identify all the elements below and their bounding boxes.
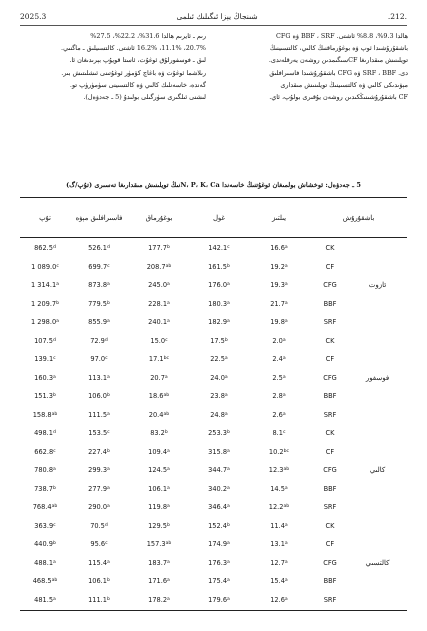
- cell-value: 19.8: [270, 318, 285, 327]
- cell-stem: 142.1 c: [208, 244, 230, 253]
- right-column-text: [222, 30, 408, 103]
- cell-branch: 157.3 ab: [146, 540, 172, 549]
- cell-branch: 18.6 ab: [148, 392, 170, 401]
- cell-fruit: 855.9 a: [88, 318, 110, 327]
- text-line: 20.7%، 11.1%، 16.2% ئاشتى. كالتسىيلىق ـ ماگنىي.: [61, 44, 206, 53]
- cell-value: 2.0: [272, 336, 283, 345]
- table-row: [20, 406, 407, 425]
- cell-stem: 176.0 a: [208, 281, 230, 290]
- cell-value: 228.1: [148, 299, 168, 308]
- cell-value: 95.6: [90, 540, 106, 549]
- cell-value: 340.2: [208, 484, 228, 493]
- cell-value: 18.6: [148, 392, 164, 401]
- cell-value: 10.2: [268, 447, 284, 456]
- cell-total: 440.9 b: [34, 540, 56, 549]
- table-row: [20, 591, 407, 610]
- cell-value: 180.3: [208, 299, 228, 308]
- cell-value: 855.9: [88, 318, 108, 327]
- cell-value: 2.6: [272, 410, 283, 419]
- cell-leaf: 2.0 a: [272, 336, 286, 345]
- cell-value: 2.4: [272, 355, 283, 364]
- cell-fruit: 113.1 a: [88, 373, 110, 382]
- cell-value: 106.0: [88, 392, 107, 401]
- table-row: [20, 572, 407, 591]
- cell-total: 107.5 d: [34, 336, 56, 345]
- table-row: [20, 350, 407, 369]
- cell-leaf: 15.4 a: [270, 577, 288, 586]
- table-rule-mid: [20, 237, 407, 238]
- group-label-potassium: كالىي: [369, 466, 386, 475]
- cell-value: 1 209.7: [30, 299, 57, 308]
- text-line: رىم ـ ئايرىم ھالدا 31.6%، 22.2%، 27.5%: [90, 32, 206, 40]
- cell-fruit: 106.1 b: [88, 577, 110, 586]
- cell-value: 109.4: [148, 447, 168, 456]
- table-row: [20, 258, 407, 277]
- cell-branch: 20.4 ab: [148, 410, 170, 419]
- cell-leaf: 12.7 a: [270, 558, 288, 567]
- cell-management: CFG: [323, 558, 337, 567]
- cell-management: SRF: [323, 595, 337, 604]
- cell-fruit: 526.1 d: [88, 244, 110, 253]
- text-line: ھالدا 9.3%، 8.8% ئاشتى. BBF ، SRF ۋە CFG: [276, 32, 408, 40]
- cell-value: 245.0: [148, 281, 168, 290]
- cell-leaf: 12.2 ab: [268, 503, 290, 512]
- cell-management: BBF: [323, 577, 337, 586]
- cell-total: 151.3 b: [34, 392, 56, 401]
- cell-management: CFG: [323, 466, 337, 475]
- cell-leaf: 13.1 a: [270, 540, 288, 549]
- cell-management: CFG: [323, 281, 337, 290]
- cell-value: 161.5: [208, 262, 227, 271]
- cell-stem: 24.0 a: [210, 373, 228, 382]
- cell-fruit: 72.9 d: [90, 336, 108, 345]
- cell-stem: 346.4 a: [208, 503, 230, 512]
- table-row: [20, 295, 407, 314]
- cell-management: CF: [325, 355, 335, 364]
- cell-value: 178.2: [148, 595, 168, 604]
- cell-stem: 340.2 a: [208, 484, 230, 493]
- cell-value: 299.3: [88, 466, 108, 475]
- cell-total: 158.8 ab: [32, 410, 58, 419]
- cell-value: 346.4: [208, 503, 228, 512]
- cell-stem: 161.5 b: [208, 262, 230, 271]
- cell-value: 488.1: [34, 558, 54, 567]
- cell-management: CFG: [323, 373, 337, 382]
- cell-value: 157.3: [146, 540, 166, 549]
- cell-value: 8.1: [272, 429, 283, 438]
- journal-title: شىنجاڭ يېزا ئىگىلىك ئىلمى: [176, 11, 258, 21]
- cell-value: 119.8: [148, 503, 168, 512]
- header-total: تۇپ: [39, 214, 51, 222]
- cell-total: 160.3 a: [34, 373, 56, 382]
- cell-value: 111.5: [88, 410, 108, 419]
- page-number-left: 2025.3: [20, 11, 47, 21]
- cell-branch: 208.7 ab: [146, 262, 172, 271]
- cell-value: 662.8: [34, 447, 54, 456]
- cell-fruit: 779.5 b: [88, 299, 110, 308]
- page-number-right: .212.: [387, 11, 407, 21]
- cell-value: 12.2: [268, 503, 284, 512]
- cell-value: 498.1: [34, 429, 53, 438]
- cell-management: CF: [325, 540, 335, 549]
- cell-value: 227.4: [88, 447, 107, 456]
- cell-value: 153.5: [88, 429, 108, 438]
- cell-stem: 22.5 a: [210, 355, 228, 364]
- text-line: مېۋىدىكى كالىي ۋە كالتسىينىڭ تويلىنىش مىقدارى: [280, 80, 408, 89]
- cell-value: 16.6: [270, 244, 285, 253]
- cell-leaf: 12.6 a: [270, 595, 288, 604]
- table-row: [20, 276, 407, 295]
- cell-stem: 344.7 a: [208, 466, 230, 475]
- cell-value: 13.1: [270, 540, 285, 549]
- cell-value: 124.5: [148, 466, 168, 475]
- cell-value: 24.0: [210, 373, 225, 382]
- cell-value: 24.8: [210, 410, 225, 419]
- left-column-text: [20, 30, 206, 103]
- header-branch: بوغۇرماق: [145, 214, 173, 222]
- cell-branch: 15.0 c: [150, 336, 168, 345]
- cell-value: 20.7: [150, 373, 165, 382]
- table-row: [20, 239, 407, 258]
- cell-branch: 83.2 b: [150, 429, 168, 438]
- cell-total: 481.5 a: [34, 595, 56, 604]
- cell-value: 315.8: [208, 447, 228, 456]
- cell-value: 19.3: [270, 281, 285, 290]
- cell-leaf: 21.7 a: [270, 299, 288, 308]
- cell-leaf: 14.5 a: [270, 484, 288, 493]
- cell-management: BBF: [323, 484, 337, 493]
- cell-total: 662.8 c: [34, 447, 56, 456]
- cell-stem: 179.6 a: [208, 595, 230, 604]
- group-label-calcium: كالتسىي: [365, 558, 390, 567]
- cell-fruit: 111.5 a: [88, 410, 110, 419]
- cell-value: 738.7: [34, 484, 53, 493]
- cell-fruit: 299.3 a: [88, 466, 110, 475]
- cell-leaf: 19.8 a: [270, 318, 288, 327]
- cell-value: 182.9: [208, 318, 228, 327]
- cell-value: 2.8: [272, 392, 283, 401]
- cell-stem: 17.5 b: [210, 336, 228, 345]
- cell-stem: 175.4 a: [208, 577, 230, 586]
- text-line: دى. SRF ، BBF ۋە CFG باشقۇرۇشىدا فاسىرافلىق: [269, 68, 408, 77]
- cell-fruit: 277.9 a: [88, 484, 110, 493]
- cell-management: CK: [325, 429, 335, 438]
- cell-management: BBF: [323, 299, 337, 308]
- cell-stem: 23.8 a: [210, 392, 228, 401]
- cell-total: 1 298.0 a: [31, 318, 59, 327]
- cell-value: 11.4: [270, 521, 285, 530]
- cell-value: 176.0: [208, 281, 228, 290]
- cell-value: 481.5: [34, 595, 54, 604]
- cell-branch: 228.1 a: [148, 299, 170, 308]
- cell-branch: 124.5 a: [148, 466, 170, 475]
- table-row: [20, 387, 407, 406]
- cell-value: 699.7: [88, 262, 108, 271]
- cell-value: 106.1: [88, 577, 107, 586]
- cell-management: CK: [325, 336, 335, 345]
- cell-value: 253.3: [208, 429, 227, 438]
- table-row: [20, 517, 407, 536]
- cell-total: 488.1 a: [34, 558, 56, 567]
- cell-value: 106.1: [148, 484, 168, 493]
- cell-total: 1 314.1 a: [31, 281, 59, 290]
- cell-branch: 183.7 a: [148, 558, 170, 567]
- cell-branch: 171.6 a: [148, 577, 170, 586]
- cell-value: 779.5: [88, 299, 107, 308]
- cell-value: 21.7: [270, 299, 285, 308]
- header-fruit: فاسىرافلىق مېۋە: [75, 214, 123, 222]
- cell-value: 240.1: [148, 318, 168, 327]
- table-row: [20, 443, 407, 462]
- cell-value: 179.6: [208, 595, 228, 604]
- cell-value: 176.3: [208, 558, 228, 567]
- cell-branch: 178.2 a: [148, 595, 170, 604]
- cell-management: SRF: [323, 318, 337, 327]
- cell-value: 22.5: [210, 355, 225, 364]
- cell-fruit: 699.7 c: [88, 262, 110, 271]
- text-line: تويلىنىش مىقدارىغا CFسىگىمدىن روشەن يەرقلەندى.: [268, 56, 408, 65]
- cell-value: 158.8: [32, 410, 52, 419]
- cell-value: 111.1: [88, 595, 107, 604]
- header-management: باشقۇرۇش: [342, 214, 375, 222]
- table-row: [20, 332, 407, 351]
- cell-leaf: 8.1 c: [272, 429, 286, 438]
- cell-value: 12.7: [270, 558, 285, 567]
- table-row: [20, 498, 407, 517]
- cell-value: 277.9: [88, 484, 108, 493]
- cell-management: BBF: [323, 392, 337, 401]
- text-line: گەندە، خاسەنلىك كالىي ۋە كالتسىينى سۈمۈرۈپ تو.: [69, 80, 206, 89]
- cell-value: 15.4: [270, 577, 285, 586]
- cell-branch: 129.5 b: [148, 521, 170, 530]
- cell-value: 1 314.1: [31, 281, 57, 290]
- table-rule-bottom: [20, 610, 407, 611]
- cell-value: 440.9: [34, 540, 53, 549]
- cell-stem: 182.9 a: [208, 318, 230, 327]
- cell-fruit: 115.4 a: [88, 558, 110, 567]
- cell-value: 142.1: [208, 244, 228, 253]
- cell-value: 14.5: [270, 484, 285, 493]
- cell-leaf: 10.2 bc: [268, 447, 290, 456]
- cell-management: SRF: [323, 503, 337, 512]
- cell-management: CF: [325, 447, 335, 456]
- cell-value: 1 298.0: [31, 318, 57, 327]
- cell-value: 23.8: [210, 392, 225, 401]
- table-row: [20, 480, 407, 499]
- table-rule-top: [20, 197, 407, 198]
- cell-total: 363.9 c: [34, 521, 56, 530]
- cell-value: 12.3: [268, 466, 284, 475]
- group-label-phosphorus: فوسفور: [365, 373, 390, 382]
- cell-value: 17.1: [148, 355, 164, 364]
- cell-branch: 177.7 b: [148, 244, 170, 253]
- cell-total: 862.5 d: [34, 244, 56, 253]
- page-header: [20, 8, 407, 24]
- cell-branch: 240.1 a: [148, 318, 170, 327]
- header-leaf: يىلتىز: [271, 214, 287, 222]
- cell-leaf: 16.6 a: [270, 244, 288, 253]
- cell-stem: 152.4 b: [208, 521, 230, 530]
- cell-value: 72.9: [90, 336, 105, 345]
- text-line: رىلاشما ئوغۇت ۋە باغاچ كۆمۈر ئوغۇتىنى ئىشلىتىش بىر.: [61, 68, 206, 77]
- cell-fruit: 111.1 b: [88, 595, 110, 604]
- cell-value: 183.7: [148, 558, 168, 567]
- cell-fruit: 70.5 d: [90, 521, 108, 530]
- cell-value: 152.4: [208, 521, 227, 530]
- cell-value: 160.3: [34, 373, 54, 382]
- cell-leaf: 2.6 a: [272, 410, 286, 419]
- cell-value: 1 089.0: [31, 262, 57, 271]
- cell-value: 151.3: [34, 392, 53, 401]
- cell-value: 344.7: [208, 466, 228, 475]
- cell-value: 862.5: [34, 244, 53, 253]
- cell-value: 290.0: [88, 503, 108, 512]
- table-row: [20, 313, 407, 332]
- cell-total: 738.7 b: [34, 484, 56, 493]
- text-line: لىق ـ فوسفورلۇق ئوغۇت، ئاستا قويۇپ بېرىدىغان ئا.: [69, 56, 206, 65]
- cell-total: 1 209.7 b: [30, 299, 60, 308]
- cell-value: 70.5: [90, 521, 105, 530]
- cell-total: 768.4 ab: [32, 503, 58, 512]
- table-row: [20, 554, 407, 573]
- cell-value: 20.4: [148, 410, 164, 419]
- cell-value: 208.7: [146, 262, 166, 271]
- cell-value: 526.1: [88, 244, 107, 253]
- cell-value: 115.4: [88, 558, 108, 567]
- cell-leaf: 19.3 a: [270, 281, 288, 290]
- cell-value: 17.5: [210, 336, 225, 345]
- cell-leaf: 2.5 a: [272, 373, 286, 382]
- cell-branch: 106.1 a: [148, 484, 170, 493]
- cell-branch: 245.0 a: [148, 281, 170, 290]
- table-row: [20, 535, 407, 554]
- cell-management: CK: [325, 244, 335, 253]
- cell-value: 19.2: [270, 262, 285, 271]
- cell-leaf: 12.3 ab: [268, 466, 290, 475]
- cell-stem: 253.3 b: [208, 429, 230, 438]
- cell-value: 174.9: [208, 540, 228, 549]
- cell-branch: 20.7 a: [150, 373, 168, 382]
- text-line: باشقۇرۇشىدا ئوپ ۋە بوغۇرماقنىڭ كالىي، كالتسىينىڭ: [269, 44, 408, 53]
- cell-value: 139.1: [34, 355, 54, 364]
- header-stem: غول: [212, 214, 225, 222]
- cell-fruit: 95.6 c: [90, 540, 108, 549]
- cell-value: 2.5: [272, 373, 283, 382]
- cell-value: 83.2: [150, 429, 165, 438]
- cell-fruit: 97.0 c: [90, 355, 108, 364]
- cell-stem: 24.8 a: [210, 410, 228, 419]
- text-line: CF باشقۇرۇشىنىڭكىدىن روشەن يۇقىرى بولۇپ، ئاي.: [269, 93, 408, 102]
- cell-branch: 17.1 bc: [148, 355, 170, 364]
- cell-value: 768.4: [32, 503, 52, 512]
- cell-value: 468.5: [32, 577, 52, 586]
- cell-leaf: 2.8 a: [272, 392, 286, 401]
- cell-management: CF: [325, 262, 335, 271]
- cell-management: SRF: [323, 410, 337, 419]
- cell-value: 363.9: [34, 521, 54, 530]
- cell-total: 1 089.0 c: [31, 262, 59, 271]
- cell-fruit: 290.0 a: [88, 503, 110, 512]
- cell-value: 97.0: [90, 355, 106, 364]
- text-line: لىشنى ئىلگىرى سۈرگىلى بولىدۇ (5 ـ جەدۋەل).: [83, 93, 206, 102]
- cell-leaf: 19.2 a: [270, 262, 288, 271]
- table-row: [20, 461, 407, 480]
- group-label-nitrogen: ئازوت: [368, 281, 387, 290]
- cell-management: CK: [325, 521, 335, 530]
- table-caption: 5 ـ جەدۋەل: ئوخشاش بولمىغان ئوغۇتنىڭ خاسەندا N، P، K، Caنىڭ تويلىنىش مىقدارىغا تەسىرى (تۇپ/گ): [66, 181, 361, 189]
- cell-stem: 315.8 a: [208, 447, 230, 456]
- cell-value: 171.6: [148, 577, 168, 586]
- cell-fruit: 153.5 c: [88, 429, 110, 438]
- table-row: [20, 424, 407, 443]
- cell-value: 12.6: [270, 595, 285, 604]
- cell-stem: 176.3 a: [208, 558, 230, 567]
- cell-fruit: 227.4 b: [88, 447, 110, 456]
- cell-fruit: 106.0 b: [88, 392, 110, 401]
- cell-branch: 119.8 a: [148, 503, 170, 512]
- cell-total: 468.5 ab: [32, 577, 58, 586]
- header-rule: [20, 25, 407, 26]
- cell-value: 780.8: [34, 466, 54, 475]
- cell-fruit: 873.8 a: [88, 281, 110, 290]
- cell-leaf: 11.4 a: [270, 521, 288, 530]
- cell-total: 780.8 a: [34, 466, 56, 475]
- cell-value: 129.5: [148, 521, 167, 530]
- table-row: [20, 369, 407, 388]
- cell-stem: 180.3 a: [208, 299, 230, 308]
- cell-stem: 174.9 a: [208, 540, 230, 549]
- cell-value: 177.7: [148, 244, 167, 253]
- cell-branch: 109.4 a: [148, 447, 170, 456]
- cell-total: 139.1 c: [34, 355, 56, 364]
- cell-value: 175.4: [208, 577, 228, 586]
- cell-total: 498.1 d: [34, 429, 56, 438]
- cell-value: 873.8: [88, 281, 108, 290]
- cell-leaf: 2.4 a: [272, 355, 286, 364]
- cell-value: 113.1: [88, 373, 108, 382]
- cell-value: 15.0: [150, 336, 166, 345]
- cell-value: 107.5: [34, 336, 53, 345]
